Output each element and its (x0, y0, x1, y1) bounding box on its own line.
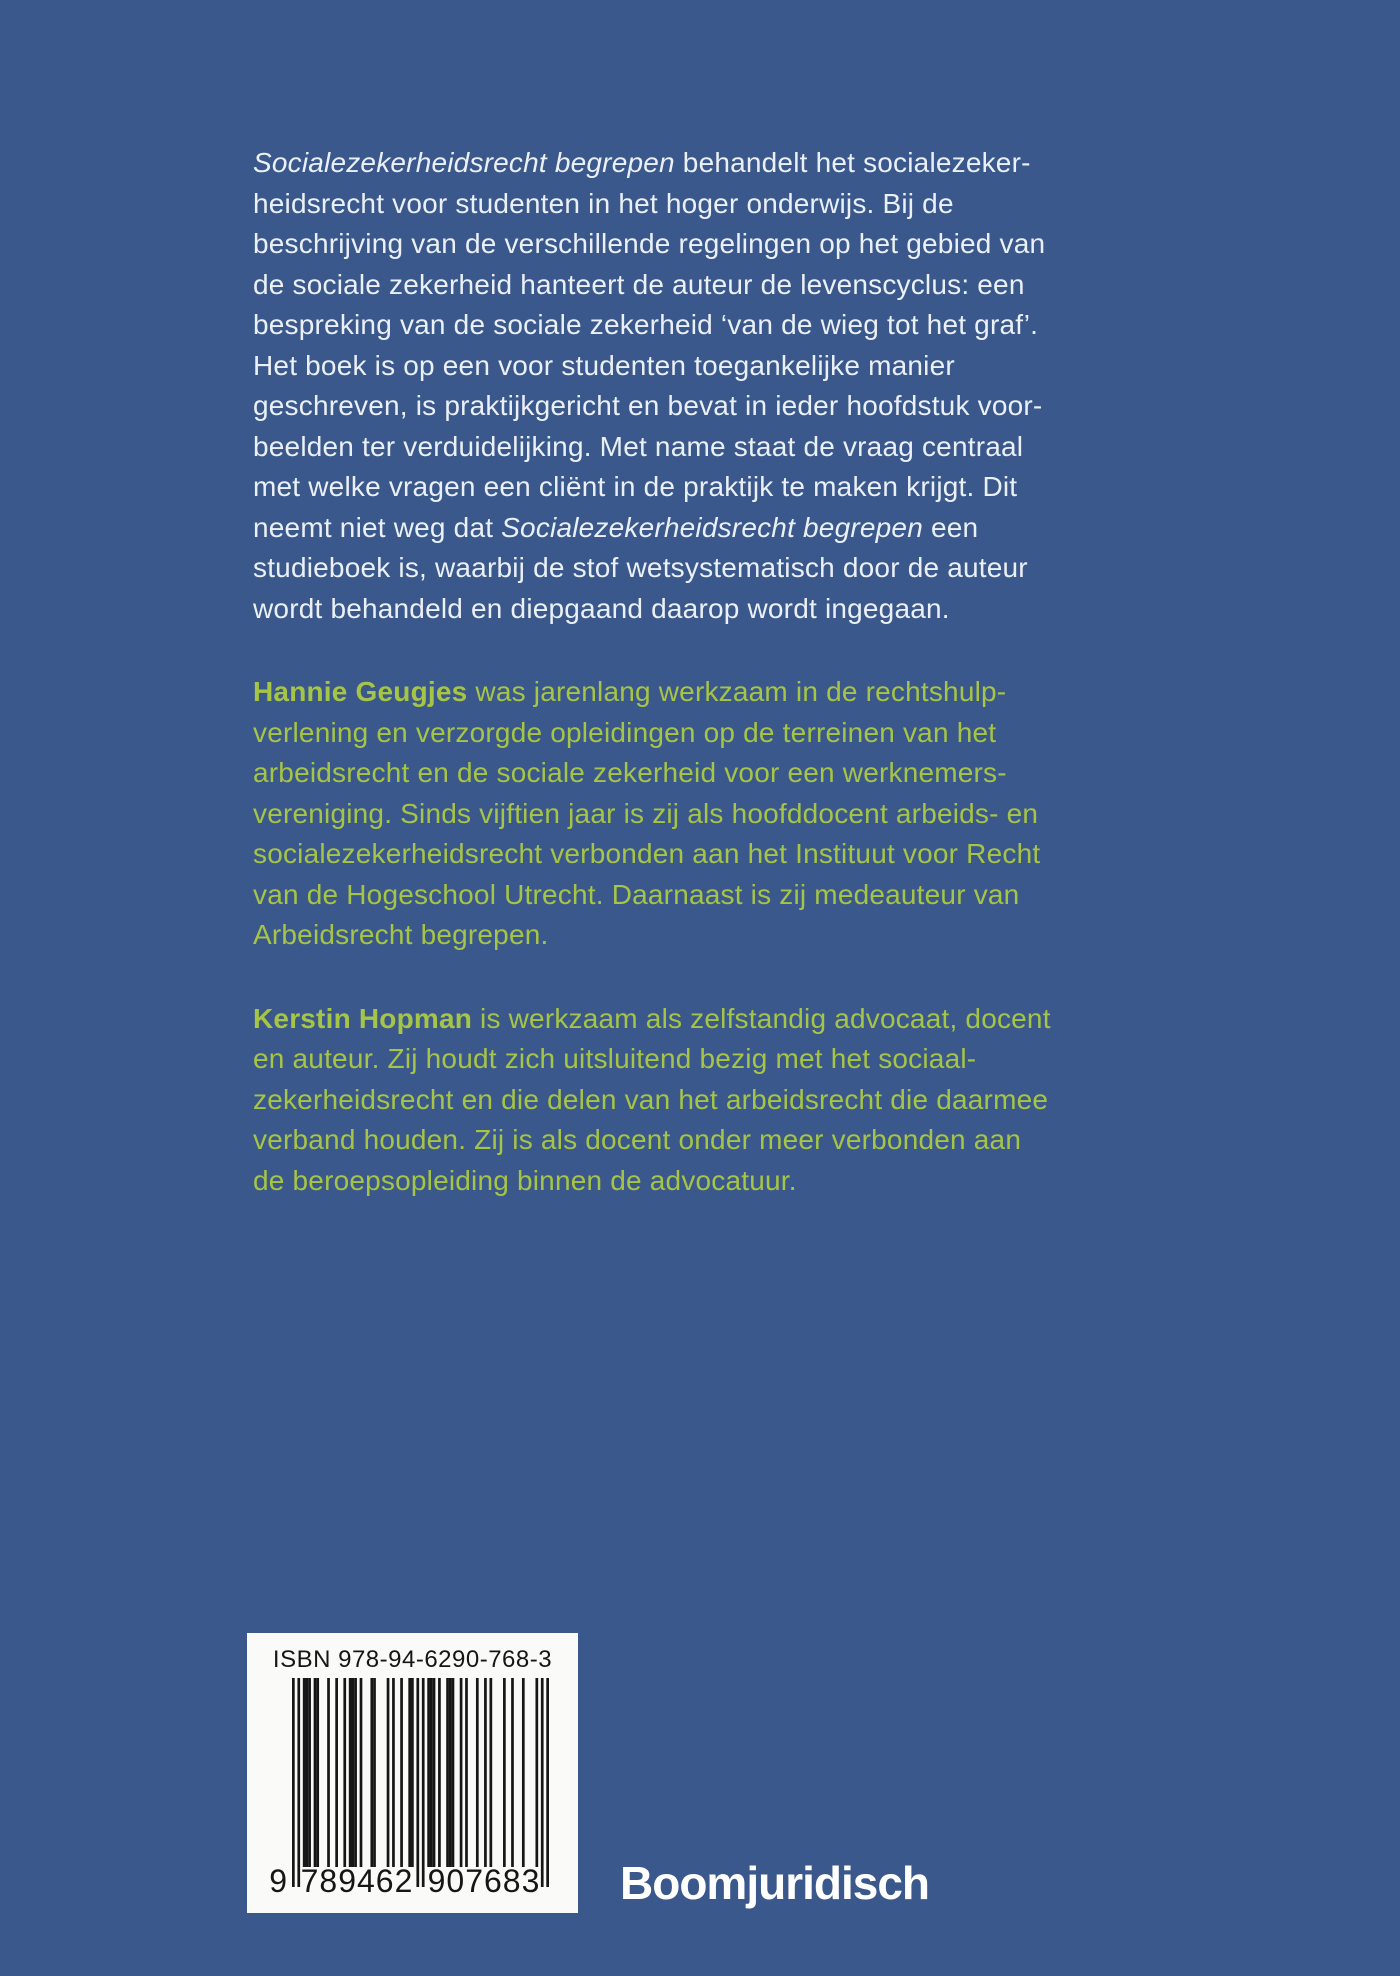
text-run: een (922, 511, 979, 543)
text-line (253, 548, 1183, 589)
text-column (253, 143, 1183, 1201)
text-run: neemt niet weg dat (253, 511, 502, 543)
text-line (253, 1039, 1183, 1080)
isbn-label: ISBN 978-94-6290-768-3 (272, 1646, 553, 1673)
text-run: zekerheidsrecht en die delen van het arbeidsrecht die daarmee (253, 1083, 1049, 1115)
text-line (253, 224, 1183, 265)
text-run: Socialezekerheidsrecht begrepen (501, 511, 923, 543)
text-line (253, 427, 1183, 468)
isbn-barcode-box (247, 1633, 578, 1913)
barcode-digit-first: 9 (269, 1863, 287, 1899)
ean-barcode-bars (292, 1678, 549, 1887)
text-line (253, 999, 1183, 1040)
text-run: verlening en verzorgde opleidingen op de terreinen van het (253, 716, 997, 748)
text-line (253, 672, 1183, 713)
text-run: Socialezekerheidsrecht begrepen (253, 147, 675, 178)
text-run: vereniging. Sinds vijftien jaar is zij als hoofddocent arbeids- en (253, 797, 1039, 829)
text-run: de beroepsopleiding binnen de advocatuur. (253, 1164, 797, 1196)
text-line (253, 184, 1183, 225)
text-run: Arbeidsrecht begrepen. (253, 919, 549, 950)
text-line (253, 508, 1183, 549)
text-line (253, 589, 1183, 630)
text-line (253, 713, 1183, 754)
text-run: de sociale zekerheid hanteert de auteur de levenscyclus: een (253, 268, 1025, 300)
text-line (253, 143, 1183, 184)
text-line (253, 467, 1183, 508)
text-run: geschreven, is praktijkgericht en bevat in ieder hoofdstuk voor- (253, 390, 1043, 421)
text-line (253, 1161, 1183, 1202)
text-line (253, 265, 1183, 306)
text-run: bespreking van de sociale zekerheid ‘van de wieg tot het graf’. (253, 309, 1039, 340)
text-line (253, 1080, 1183, 1121)
text-run: wordt behandeld en diepgaand daarop wordt ingegaan. (253, 592, 950, 624)
text-run: is werkzaam als zelfstandig advocaat, docent (472, 1002, 1051, 1034)
text-run: studieboek is, waarbij de stof wetsystematisch door de auteur (253, 552, 1028, 583)
text-run: met welke vragen een cliënt in de praktijk te maken krijgt. Dit (253, 471, 1018, 502)
text-line (253, 794, 1183, 835)
text-run: was jarenlang werkzaam in de rechtshulp- (467, 676, 1007, 707)
text-run: beelden ter verduidelijking. Met name staat de vraag centraal (253, 430, 1024, 462)
text-run: beschrijving van de verschillende regelingen op het gebied van (253, 228, 1046, 259)
author-name: Kerstin Hopman (253, 1002, 473, 1034)
text-line (253, 386, 1183, 427)
text-line (253, 1120, 1183, 1161)
barcode-digit-group-1: 789462 (300, 1863, 414, 1899)
text-run: behandelt het socialezeker- (674, 147, 1031, 178)
text-line (253, 915, 1183, 956)
text-line (253, 305, 1183, 346)
blurb-paragraph (253, 143, 1183, 629)
text-line (253, 875, 1183, 916)
ean-barcode (292, 1678, 549, 1887)
text-run: heidsrecht voor studenten in het hoger onderwijs. Bij de (253, 187, 954, 219)
text-run: socialezekerheidsrecht verbonden aan het Instituut voor Recht (253, 838, 1041, 869)
publisher-logo: Boomjuridisch (620, 1857, 930, 1909)
text-line (253, 346, 1183, 387)
text-run: verband houden. Zij is als docent onder meer verbonden aan (253, 1124, 1022, 1155)
author-bio-2 (253, 999, 1183, 1202)
barcode-digit-group-2: 907683 (427, 1863, 541, 1899)
author-bio-1 (253, 672, 1183, 956)
text-run: van de Hogeschool Utrecht. Daarnaast is zij medeauteur van (253, 878, 1020, 910)
text-line (253, 834, 1183, 875)
text-run: Het boek is op een voor studenten toegankelijke manier (253, 349, 955, 381)
text-run: en auteur. Zij houdt zich uitsluitend bezig met het sociaal- (253, 1043, 977, 1074)
text-run: arbeidsrecht en de sociale zekerheid voor een werknemers- (253, 757, 1007, 788)
author-name: Hannie Geugjes (253, 676, 468, 707)
text-line (253, 753, 1183, 794)
